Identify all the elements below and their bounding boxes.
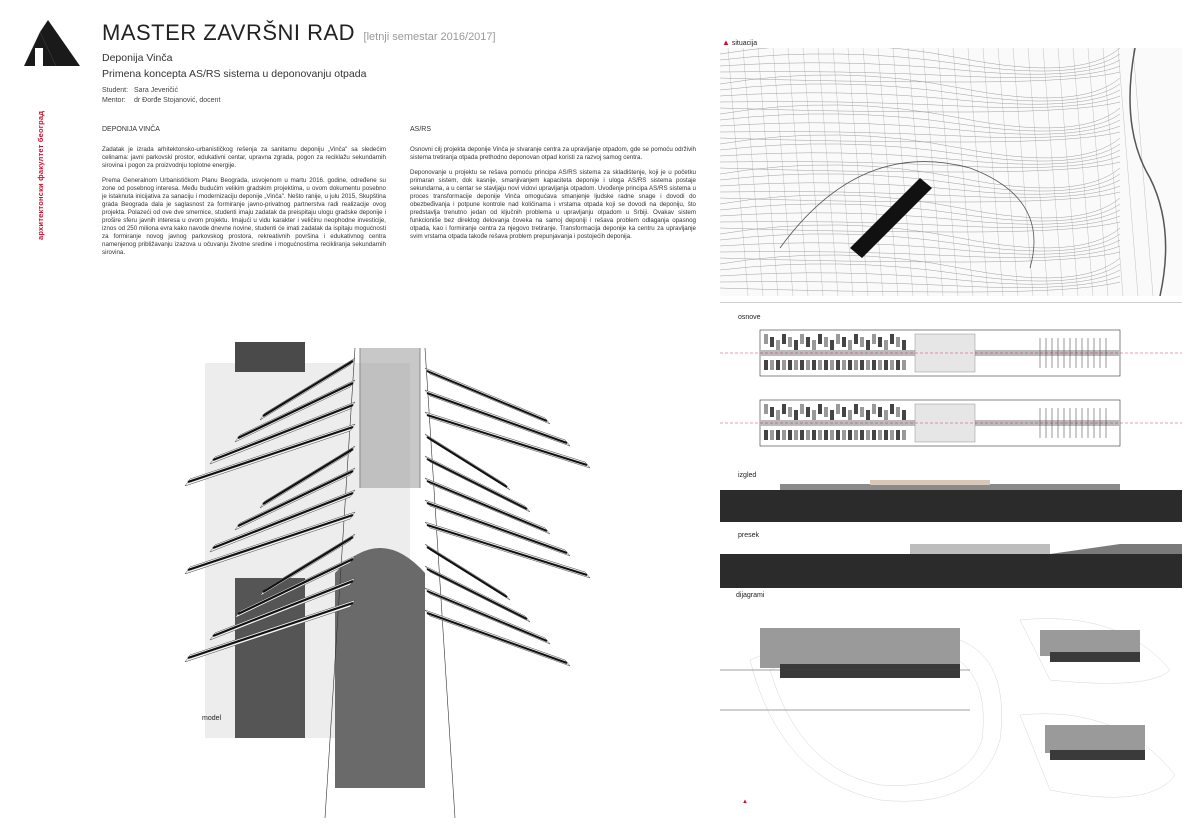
title-main: MASTER ZAVRŠNI RAD xyxy=(102,20,356,45)
site-plan-drawing xyxy=(720,48,1182,296)
subtitle-topic: Primena koncepta AS/RS sistema u deponovanju otpada xyxy=(102,68,367,80)
paragraph: Osnovni cilj projekta deponije Vinča je stvaranje centra za upravljanje otpadom, gde se pomoću održivih sistema tretiranja otpada prethodno deponovan otpad koristi za razvoj samog centra. xyxy=(410,146,696,161)
faculty-vertical-label: архитектонски факултет београд xyxy=(36,110,45,240)
paragraph: Zadatak je izrada arhitektonsko-urbanističkog rešenja za sanitarnu deponiju „Vinča" sa sledećim celinama: javni parkovski prostor, edukativni centar, upravna zgrada, pogon za reciklažu sekundarnih sirovina i pogon za proizvodnju toplotne energije. xyxy=(102,146,386,169)
title-semester: [letnji semestar 2016/2017] xyxy=(363,31,496,43)
credits xyxy=(102,86,220,106)
student-label: Student: xyxy=(102,87,129,94)
diagrams-drawing xyxy=(720,600,1182,820)
subtitle xyxy=(102,50,366,82)
axonometric-model-drawing xyxy=(60,328,710,828)
north-arrow-icon: ▲ xyxy=(722,38,730,47)
paragraph: Deponovanje u projektu se rešava pomoću principa AS/RS sistema za skladištenje, koji je u početku primaran sistem, dok kasnije, smanjivanjem kapaciteta deponije i uloga AS/RS sistema postaje sekundarna, a u centar se stavljaju novi vidovi upravljanja otpadom. Uvođenje principa AS/RS sistema u proces transformacije deponije Vinča omogućava smanjenje ljudske radne snage i dovodi do obezbeđivanja i potpune kontrole nad količinama i vrstama otpada koji se dovodi na deponiju, što predstavlja trenutno jedan od ključnih problema u upravljanju otpadom u Srbiji. Ovakav sistem funkcioniše bez direktog delovanja čoveka na samoj deponiji i rešava problem odlaganja opasnog otpada, kao i formiranje centra za njegovo tretiranje. Transformacija deponije ka centru za upravljanje svim vrstama otpada takođe rešava problem prepunjavanja i postojećih deponija. xyxy=(410,169,696,240)
paragraph: Prema Generalnom Urbanističkom Planu Beograda, usvojenom u martu 2016. godine, određene su zone od posebnog interesa. Među budućim velikim gradskim projektima, u ovom dokumentu posebno je istaknuta inicijativa za sanaciju i modernizaciju deponije „Vinča". Nešto ranije, u julu 2015, Skupština grada Beograda dala je saglasnost za formiranje javno-privatnog partnerstva radi realizacije ovog projekta. Polazeći od ove dve smernice, studenti imaju zadatak da preispitaju ulogu gradske deponije i prošire sferu javnih interesa u ovom projektu. Imajući u vidu karakter i veličinu neophodne investicije, iznos od 250 miliona evra kako navode dnevne novine, studenti će imati zadatak da ispitaju mogućnosti za formiranje novog javnog parkovskog prostora, rekreativnih površina i edukativnog centra namenjenog približavanju izazova u očuvanju životne sredine i mogućnostima recikliranja sekundarnih sirovina. xyxy=(102,177,386,256)
mentor-label: Mentor: xyxy=(102,97,126,104)
section-drawing xyxy=(720,540,1182,588)
floor-plans-drawing xyxy=(720,322,1182,462)
svg-text:▲: ▲ xyxy=(742,799,748,805)
divider xyxy=(720,302,1182,303)
column-heading: AS/RS xyxy=(410,126,432,133)
osnove-label: osnove xyxy=(738,314,761,321)
subtitle-project: Deponija Vinča xyxy=(102,52,173,64)
mentor-name: dr Đorđe Stojanović, docent xyxy=(134,97,221,104)
elevation-drawing xyxy=(720,476,1182,522)
dijagrami-label: dijagrami xyxy=(736,592,765,599)
faculty-logo-icon xyxy=(22,18,82,68)
text-column-deponija xyxy=(102,126,386,264)
presek-label: presek xyxy=(738,532,760,539)
izgled-label: izgled xyxy=(738,472,757,479)
text-column-asrs xyxy=(410,126,696,248)
column-heading: DEPONIJA VINČA xyxy=(102,126,160,133)
page-title xyxy=(102,20,496,46)
student-name: Sara Jeveričić xyxy=(134,87,178,94)
model-label: model xyxy=(202,715,222,722)
situacija-label: ▲ situacija xyxy=(722,38,758,47)
